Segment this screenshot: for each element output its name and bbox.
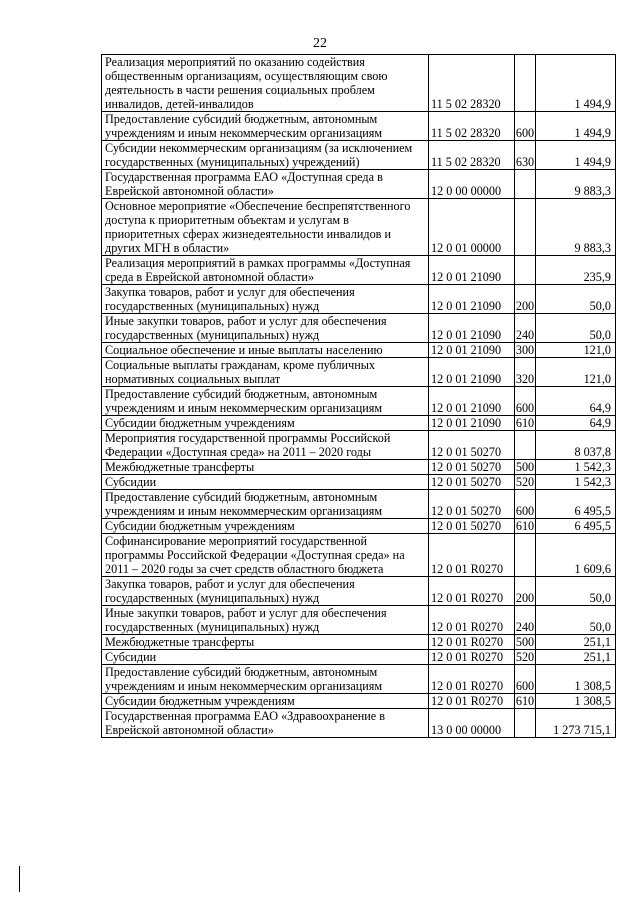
table-row (102, 170, 616, 199)
table-row (102, 112, 616, 141)
row-name: Иные закупки товаров, работ и услуг для обеспечения государственных (муниципальных) нужд (102, 606, 429, 635)
row-expense-type: 240 (515, 314, 536, 343)
row-amount: 121,0 (536, 358, 616, 387)
row-amount: 9 883,3 (536, 170, 616, 199)
table-row (102, 709, 616, 738)
row-amount: 50,0 (536, 577, 616, 606)
row-name: Государственная программа ЕАО «Доступная среда в Еврейской автономной области» (102, 170, 429, 199)
table-row (102, 490, 616, 519)
row-amount: 1 273 715,1 (536, 709, 616, 738)
row-target-code: 12 0 01 R0270 (429, 606, 515, 635)
row-name: Реализация мероприятий в рамках программы «Доступная среда в Еврейской автономной области» (102, 256, 429, 285)
row-expense-type: 610 (515, 694, 535, 708)
row-expense-type: 610 (515, 416, 535, 430)
row-name: Государственная программа ЕАО «Здравоохранение в Еврейской автономной области» (102, 709, 429, 738)
row-amount: 8 037,8 (536, 431, 616, 460)
table-row (102, 650, 616, 665)
table-row (102, 285, 616, 314)
row-target-code: 12 0 01 R0270 (429, 694, 515, 709)
row-expense-type: 600 (515, 665, 536, 694)
row-expense-type: 500 (515, 635, 535, 649)
row-name: Иные закупки товаров, работ и услуг для обеспечения государственных (муниципальных) нужд (102, 314, 429, 343)
row-expense-type (515, 170, 536, 199)
row-expense-type: 320 (515, 358, 536, 387)
row-target-code: 12 0 01 50270 (429, 490, 515, 519)
row-target-code: 12 0 01 50270 (429, 460, 515, 475)
row-name: Предоставление субсидий бюджетным, автономным учреждениям и иным некоммерческим организациям (102, 387, 429, 416)
row-amount: 251,1 (536, 650, 616, 665)
row-amount: 64,9 (536, 416, 616, 431)
table-row (102, 577, 616, 606)
table-row (102, 665, 616, 694)
row-expense-type: 200 (515, 577, 536, 606)
table-row (102, 519, 616, 534)
row-expense-type: 600 (515, 490, 536, 519)
row-amount: 1 609,6 (536, 534, 616, 577)
row-name: Социальное обеспечение и иные выплаты населению (102, 343, 429, 358)
row-name: Предоставление субсидий бюджетным, автономным учреждениям и иным некоммерческим организациям (102, 665, 429, 694)
row-target-code: 11 5 02 28320 (429, 55, 515, 112)
row-expense-type: 610 (515, 519, 535, 533)
row-name: Субсидии бюджетным учреждениям (102, 519, 429, 534)
budget-table-body (102, 55, 616, 738)
row-expense-type (515, 199, 536, 256)
table-row (102, 416, 616, 431)
row-amount: 235,9 (536, 256, 616, 285)
row-amount: 1 542,3 (536, 460, 616, 475)
row-name: Субсидии бюджетным учреждениям (102, 694, 429, 709)
row-amount: 1 308,5 (536, 665, 616, 694)
row-name: Закупка товаров, работ и услуг для обеспечения государственных (муниципальных) нужд (102, 285, 429, 314)
row-amount: 1 494,9 (536, 141, 616, 170)
row-expense-type: 600 (515, 112, 536, 141)
row-name: Межбюджетные трансферты (102, 635, 429, 650)
row-name: Софинансирование мероприятий государственной программы Российской Федерации «Доступная среда» на 2011 – 2020 годы за счет средств областного бюджета (102, 534, 429, 577)
row-target-code: 12 0 01 00000 (429, 199, 515, 256)
row-target-code: 12 0 01 R0270 (429, 635, 515, 650)
table-row (102, 256, 616, 285)
row-expense-type: 520 (515, 475, 535, 489)
table-row (102, 314, 616, 343)
row-target-code: 12 0 01 R0270 (429, 665, 515, 694)
table-row (102, 387, 616, 416)
row-name: Предоставление субсидий бюджетным, автономным учреждениям и иным некоммерческим организациям (102, 112, 429, 141)
row-amount: 6 495,5 (536, 519, 616, 534)
row-name: Реализация мероприятий по оказанию содействия общественным организациям, осуществляющим свою деятельность в части решения социальных проблем инвалидов, детей-инвалидов (102, 55, 429, 112)
table-row (102, 141, 616, 170)
row-target-code: 12 0 01 R0270 (429, 534, 515, 577)
row-amount: 1 494,9 (536, 112, 616, 141)
row-amount: 1 542,3 (536, 475, 616, 490)
row-expense-type (515, 709, 536, 738)
row-target-code: 12 0 01 R0270 (429, 577, 515, 606)
row-expense-type: 520 (515, 650, 535, 664)
row-name: Субсидии некоммерческим организациям (за исключением государственных (муниципальных) учреждений) (102, 141, 429, 170)
row-amount: 1 308,5 (536, 694, 616, 709)
row-amount: 9 883,3 (536, 199, 616, 256)
margin-bracket-mark (14, 866, 20, 892)
table-row (102, 431, 616, 460)
row-expense-type: 200 (515, 285, 536, 314)
row-expense-type (515, 55, 536, 112)
row-amount: 50,0 (536, 606, 616, 635)
row-target-code: 12 0 01 21090 (429, 256, 515, 285)
row-amount: 121,0 (536, 343, 616, 358)
table-row (102, 199, 616, 256)
table-row (102, 460, 616, 475)
row-target-code: 13 0 00 00000 (429, 709, 515, 738)
row-expense-type: 300 (515, 343, 535, 357)
row-target-code: 12 0 01 21090 (429, 285, 515, 314)
table-row (102, 55, 616, 112)
row-expense-type: 240 (515, 606, 536, 635)
row-name: Субсидии (102, 650, 429, 665)
row-target-code: 12 0 01 21090 (429, 314, 515, 343)
row-name: Мероприятия государственной программы Российской Федерации «Доступная среда» на 2011 – 2020 годы (102, 431, 429, 460)
row-target-code: 12 0 01 50270 (429, 431, 515, 460)
row-target-code: 12 0 01 21090 (429, 387, 515, 416)
row-name: Основное мероприятие «Обеспечение беспрепятственного доступа к приоритетным объектам и услугам в приоритетных сферах жизнедеятельности инвалидов и других МГН в области» (102, 199, 429, 256)
row-target-code: 12 0 01 R0270 (429, 650, 515, 665)
row-amount: 64,9 (536, 387, 616, 416)
row-target-code: 12 0 00 00000 (429, 170, 515, 199)
budget-table (101, 54, 616, 738)
table-row (102, 343, 616, 358)
row-target-code: 11 5 02 28320 (429, 112, 515, 141)
row-expense-type (515, 534, 536, 577)
table-row (102, 635, 616, 650)
row-target-code: 12 0 01 21090 (429, 343, 515, 358)
row-expense-type: 500 (515, 460, 535, 474)
row-amount: 251,1 (536, 635, 616, 650)
row-target-code: 12 0 01 50270 (429, 519, 515, 534)
row-name: Предоставление субсидий бюджетным, автономным учреждениям и иным некоммерческим организациям (102, 490, 429, 519)
row-name: Социальные выплаты гражданам, кроме публичных нормативных социальных выплат (102, 358, 429, 387)
row-amount: 1 494,9 (536, 55, 616, 112)
row-name: Субсидии (102, 475, 429, 490)
row-amount: 6 495,5 (536, 490, 616, 519)
row-target-code: 12 0 01 50270 (429, 475, 515, 490)
table-row (102, 694, 616, 709)
row-expense-type (515, 256, 536, 285)
row-target-code: 11 5 02 28320 (429, 141, 515, 170)
row-expense-type: 600 (515, 387, 536, 416)
row-expense-type: 630 (515, 141, 536, 170)
table-row (102, 534, 616, 577)
page-number: 22 (313, 36, 327, 51)
table-row (102, 606, 616, 635)
row-target-code: 12 0 01 21090 (429, 416, 515, 431)
row-expense-type (515, 431, 536, 460)
row-target-code: 12 0 01 21090 (429, 358, 515, 387)
row-amount: 50,0 (536, 314, 616, 343)
row-name: Межбюджетные трансферты (102, 460, 429, 475)
row-amount: 50,0 (536, 285, 616, 314)
row-name: Закупка товаров, работ и услуг для обеспечения государственных (муниципальных) нужд (102, 577, 429, 606)
table-row (102, 358, 616, 387)
table-row (102, 475, 616, 490)
row-name: Субсидии бюджетным учреждениям (102, 416, 429, 431)
